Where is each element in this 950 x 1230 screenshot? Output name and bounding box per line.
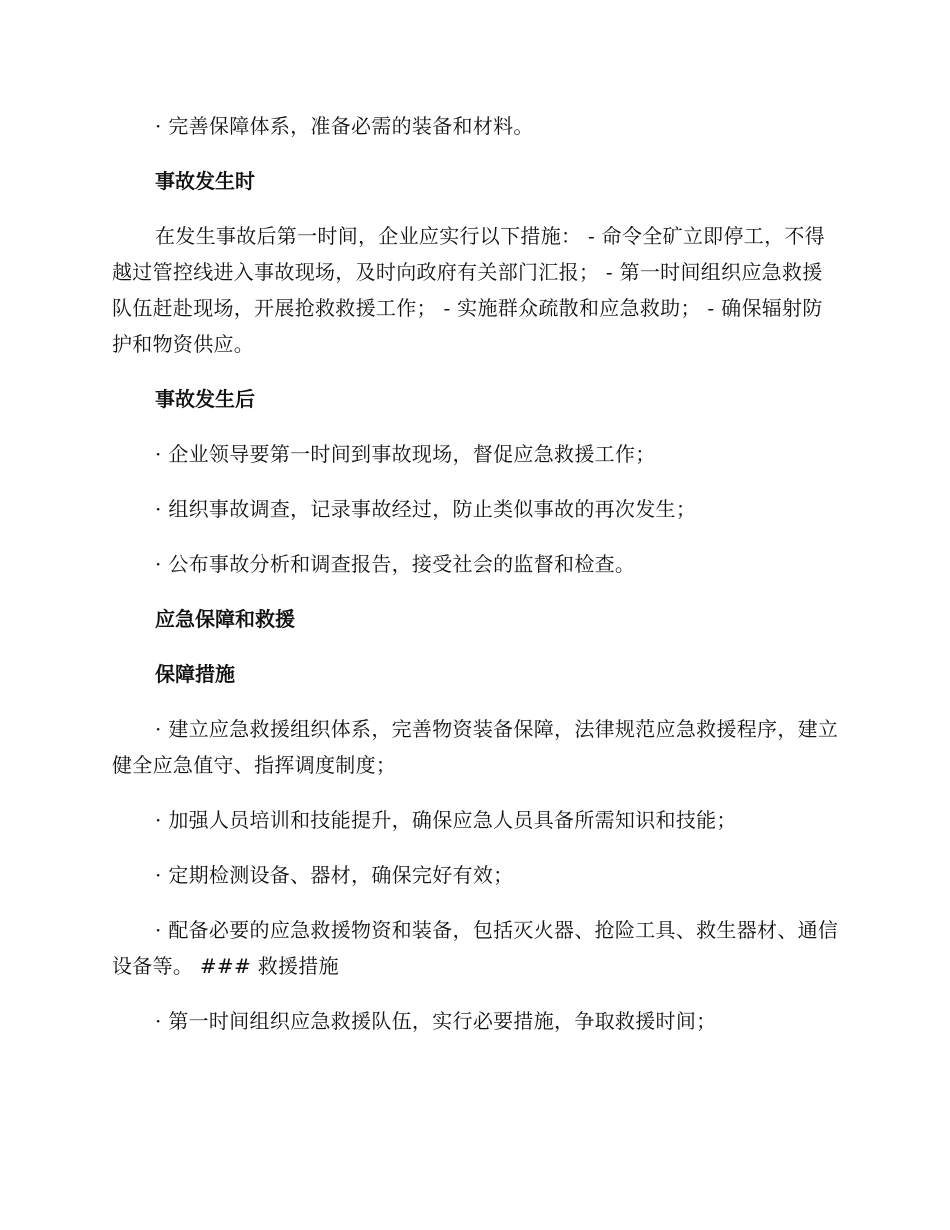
para-immediate-measures: 在发生事故后第一时间，企业应实行以下措施： - 命令全矿立即停工，不得越过管控线进入事故现场，及时向政府有关部门汇报； - 第一时间组织应急救援队伍赶赴现场，开展抢救救援工作； - 实施群众疏散和应急救助； - 确保辐射防护和物资供应。: [112, 224, 825, 356]
document-page: [112, 108, 842, 1058]
bullet-improve-guarantee: · 完善保障体系，准备必需的装备和材料。: [155, 114, 534, 138]
bullet-publish-report: · 公布事故分析和调查报告，接受社会的监督和检查。: [155, 552, 636, 576]
heading-during-accident: 事故发生时: [155, 169, 255, 193]
bullet-investigation: · 组织事故调查，记录事故经过，防止类似事故的再次发生；: [155, 497, 697, 521]
bullet-leader-onsite: · 企业领导要第一时间到事故现场，督促应急救援工作；: [155, 442, 656, 466]
bullet-training: · 加强人员培训和技能提升，确保应急人员具备所需知识和技能；: [155, 808, 737, 832]
bullet-organize-team: · 第一时间组织应急救援队伍，实行必要措施，争取救援时间；: [155, 1009, 717, 1033]
bullet-establish-system: · 建立应急救援组织体系，完善物资装备保障，法律规范应急救援程序，建立健全应急值守、指挥调度制度；: [112, 717, 839, 777]
heading-emergency-guarantee: 应急保障和救援: [155, 607, 295, 631]
bullet-inspection: · 定期检测设备、器材，确保完好有效；: [155, 863, 514, 887]
heading-after-accident: 事故发生后: [155, 387, 255, 411]
heading-guarantee-measures: 保障措施: [155, 662, 235, 686]
bullet-equipment: · 配备必要的应急救援物资和装备，包括灭火器、抢险工具、救生器材、通信设备等。 ### 救援措施: [112, 918, 839, 978]
